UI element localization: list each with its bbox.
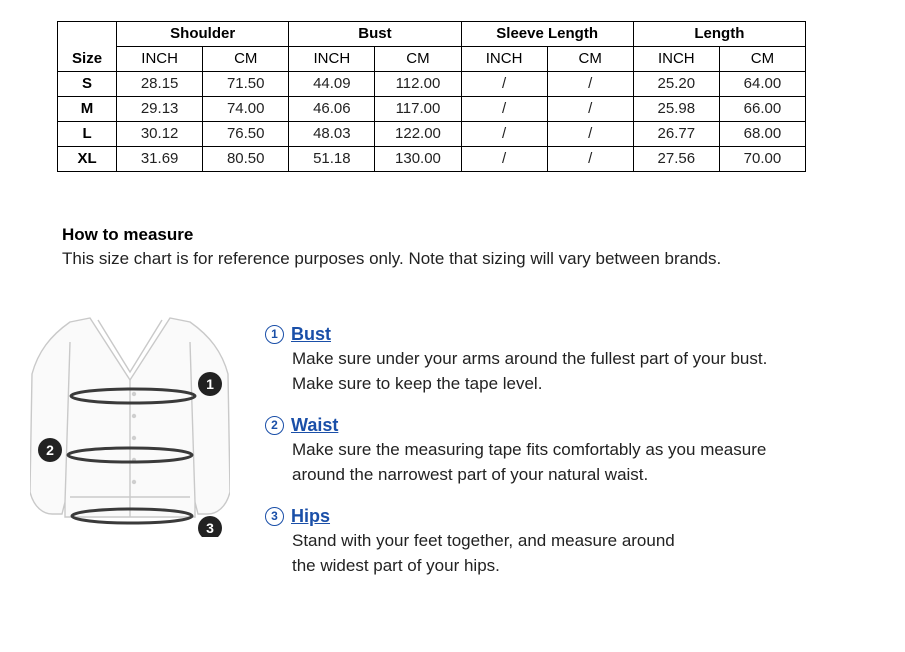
unit-inch: INCH xyxy=(461,47,547,72)
table-cell: 80.50 xyxy=(203,147,289,172)
step-bust xyxy=(265,322,865,396)
table-cell: 51.18 xyxy=(289,147,375,172)
button xyxy=(132,436,136,440)
button xyxy=(132,480,136,484)
header-size: Size xyxy=(58,47,117,72)
step-text: Make sure under your arms around the fullest part of your bust. xyxy=(292,349,768,368)
table-cell: 112.00 xyxy=(375,72,461,97)
header-sleeve-length: Sleeve Length xyxy=(461,22,633,47)
table-cell: 122.00 xyxy=(375,122,461,147)
step-title-hips[interactable]: Hips xyxy=(291,505,331,526)
table-cell: / xyxy=(547,97,633,122)
measure-steps xyxy=(265,322,865,595)
table-cell: 74.00 xyxy=(203,97,289,122)
marker-2 xyxy=(38,438,62,462)
table-cell: / xyxy=(461,72,547,97)
table-cell: 30.12 xyxy=(117,122,203,147)
table-cell: / xyxy=(547,122,633,147)
step-text: Make sure to keep the tape level. xyxy=(292,374,543,393)
table-cell: / xyxy=(461,122,547,147)
table-cell: 76.50 xyxy=(203,122,289,147)
table-cell: / xyxy=(461,97,547,122)
step-title-waist[interactable]: Waist xyxy=(291,414,339,435)
table-group-header-row xyxy=(58,22,806,47)
unit-cm: CM xyxy=(203,47,289,72)
cardigan-measure-illustration xyxy=(30,312,230,537)
unit-inch: INCH xyxy=(289,47,375,72)
table-cell: 27.56 xyxy=(633,147,719,172)
table-cell: 64.00 xyxy=(719,72,805,97)
table-cell: 26.77 xyxy=(633,122,719,147)
unit-inch: INCH xyxy=(633,47,719,72)
header-shoulder: Shoulder xyxy=(117,22,289,47)
step-text: around the narrowest part of your natural waist. xyxy=(292,465,649,484)
how-to-measure-note: This size chart is for reference purposes only. Note that sizing will vary between brands. xyxy=(62,249,722,268)
table-cell: 130.00 xyxy=(375,147,461,172)
step-text: Make sure the measuring tape fits comfortably as you measure xyxy=(292,440,767,459)
step-text: the widest part of your hips. xyxy=(292,556,500,575)
header-length: Length xyxy=(633,22,805,47)
header-bust: Bust xyxy=(289,22,461,47)
unit-cm: CM xyxy=(719,47,805,72)
unit-cm: CM xyxy=(375,47,461,72)
size-cell: M xyxy=(58,97,117,122)
table-row xyxy=(58,72,806,97)
step-title-bust[interactable]: Bust xyxy=(291,323,331,344)
table-cell: 48.03 xyxy=(289,122,375,147)
table-row xyxy=(58,147,806,172)
size-cell: XL xyxy=(58,147,117,172)
step-waist xyxy=(265,413,865,487)
how-to-measure-title: How to measure xyxy=(62,225,194,244)
unit-inch: INCH xyxy=(117,47,203,72)
marker-3-label: 3 xyxy=(206,520,214,536)
table-cell: / xyxy=(461,147,547,172)
size-cell: S xyxy=(58,72,117,97)
table-row xyxy=(58,122,806,147)
marker-3 xyxy=(198,516,222,537)
table-unit-header-row xyxy=(58,47,806,72)
table-cell: 25.98 xyxy=(633,97,719,122)
marker-1 xyxy=(198,372,222,396)
marker-1-label: 1 xyxy=(206,376,214,392)
table-cell: 44.09 xyxy=(289,72,375,97)
step-number-badge: 1 xyxy=(265,325,284,344)
table-cell: 66.00 xyxy=(719,97,805,122)
table-row xyxy=(58,97,806,122)
button xyxy=(132,392,136,396)
step-text: Stand with your feet together, and measure around xyxy=(292,531,675,550)
step-heading xyxy=(265,504,865,528)
step-hips xyxy=(265,504,865,578)
table-cell: 25.20 xyxy=(633,72,719,97)
table-cell: / xyxy=(547,147,633,172)
table-cell: 117.00 xyxy=(375,97,461,122)
button xyxy=(132,414,136,418)
size-chart-table xyxy=(57,21,806,172)
table-cell: / xyxy=(547,72,633,97)
table-cell: 70.00 xyxy=(719,147,805,172)
table-cell: 29.13 xyxy=(117,97,203,122)
step-heading xyxy=(265,322,865,346)
step-heading xyxy=(265,413,865,437)
table-cell: 68.00 xyxy=(719,122,805,147)
step-number-badge: 2 xyxy=(265,416,284,435)
size-cell: L xyxy=(58,122,117,147)
unit-cm: CM xyxy=(547,47,633,72)
table-cell: 71.50 xyxy=(203,72,289,97)
table-corner-cell xyxy=(58,22,117,47)
table-cell: 46.06 xyxy=(289,97,375,122)
step-number-badge: 3 xyxy=(265,507,284,526)
marker-2-label: 2 xyxy=(46,442,54,458)
table-cell: 31.69 xyxy=(117,147,203,172)
table-cell: 28.15 xyxy=(117,72,203,97)
